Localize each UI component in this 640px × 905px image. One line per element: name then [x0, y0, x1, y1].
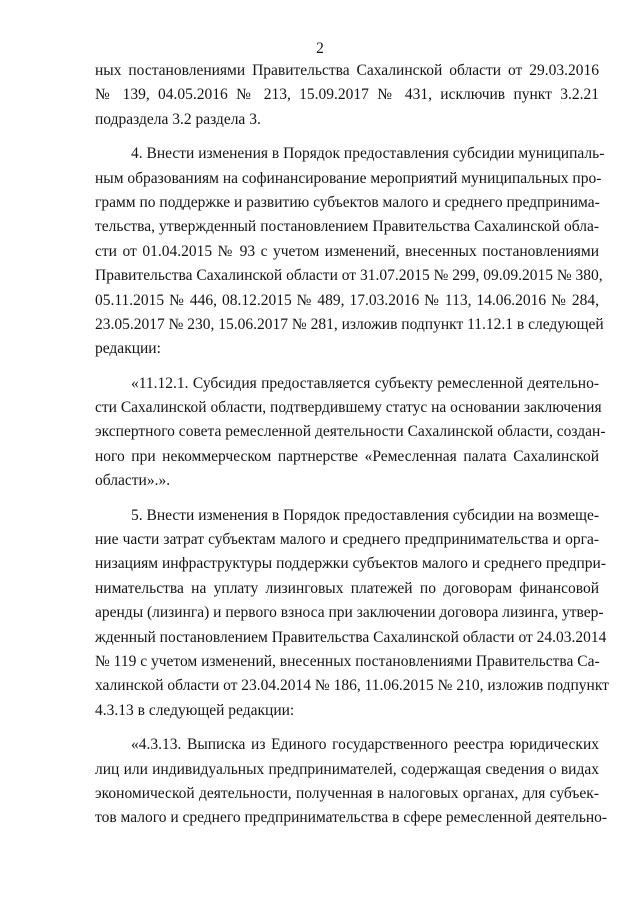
- text-line: Правительства Сахалинской области от 31.07.2015 № 299, 09.09.2015 № 380,: [95, 267, 603, 285]
- text-line: низациям инфраструктуры поддержки субъектов малого и среднего предпри-: [95, 555, 606, 573]
- text-line: области».».: [95, 472, 171, 490]
- text-line: ного при некоммерческом партнерстве «Ремесленная палата Сахалинской: [95, 447, 599, 465]
- paragraph-continuation: [95, 59, 599, 132]
- text-line: сти Сахалинской области, подтвердившему статус на основании заключения: [95, 399, 602, 417]
- text-line: экспертного совета ремесленной деятельности Сахалинской области, создан-: [95, 423, 606, 441]
- text-line: тельства, утвержденный постановлением Правительства Сахалинской обла-: [95, 218, 599, 236]
- text-line: 23.05.2017 № 230, 15.06.2017 № 281, изложив подпункт 11.12.1 в следующей: [95, 315, 604, 333]
- text-line: халинской области от 23.04.2014 № 186, 11.06.2015 № 210, изложив подпункт: [95, 677, 609, 695]
- text-line: ние части затрат субъектам малого и среднего предпринимательства и орга-: [95, 531, 599, 549]
- text-line: 5. Внести изменения в Порядок предоставления субсидии на возмеще-: [131, 506, 599, 524]
- text-line: № 139, 04.05.2016 № 213, 15.09.2017 № 431, исключив пункт 3.2.21: [95, 86, 599, 104]
- text-line: экономической деятельности, полученная в налоговых органах, для субъек-: [95, 784, 599, 802]
- text-line: «11.12.1. Субсидия предоставляется субъекту ремесленной деятельно-: [131, 374, 599, 392]
- text-line: жденный постановлением Правительства Сахалинской области от 24.03.2014: [95, 628, 607, 646]
- text-line: лиц или индивидуальных предпринимателей, содержащая сведения о видах: [95, 760, 599, 778]
- paragraph-item-4: [95, 142, 605, 362]
- paragraph-quote-11-12-1: [95, 372, 606, 494]
- text-line: ных постановлениями Правительства Сахалинской области от 29.03.2016: [95, 62, 599, 79]
- text-line: «4.3.13. Выписка из Единого государственного реестра юридических: [131, 736, 599, 754]
- text-line: 4.3.13 в следующей редакции:: [95, 701, 295, 719]
- text-line: ным образованиям на софинансирование мероприятий муниципальных про-: [95, 169, 602, 187]
- text-line: 05.11.2015 № 446, 08.12.2015 № 489, 17.03.2016 № 113, 14.06.2016 № 284,: [95, 291, 599, 309]
- text-line: тов малого и среднего предпринимательства в сфере ремесленной деятельно-: [95, 809, 608, 827]
- text-line: аренды (лизинга) и первого взноса при заключении договора лизинга, утвер-: [95, 604, 604, 622]
- text-line: нимательства на уплату лизинговых платежей по договорам финансовой: [95, 579, 599, 597]
- text-line: подраздела 3.2 раздела 3.: [95, 110, 261, 128]
- text-line: № 119 с учетом изменений, внесенных постановлениями Правительства Са-: [95, 652, 600, 670]
- text-line: редакции:: [95, 340, 161, 358]
- paragraph-quote-4-3-13: [95, 733, 608, 831]
- text-line: 4. Внести изменения в Порядок предоставления субсидии муниципаль-: [131, 145, 605, 163]
- text-line: грамм по поддержке и развитию субъектов малого и среднего предпринима-: [95, 193, 600, 211]
- document-body: [95, 59, 609, 831]
- page-number: 2: [316, 40, 324, 57]
- text-line: сти от 01.04.2015 № 93 с учетом изменений, внесенных постановлениями: [95, 242, 599, 260]
- paragraph-item-5: [95, 504, 609, 724]
